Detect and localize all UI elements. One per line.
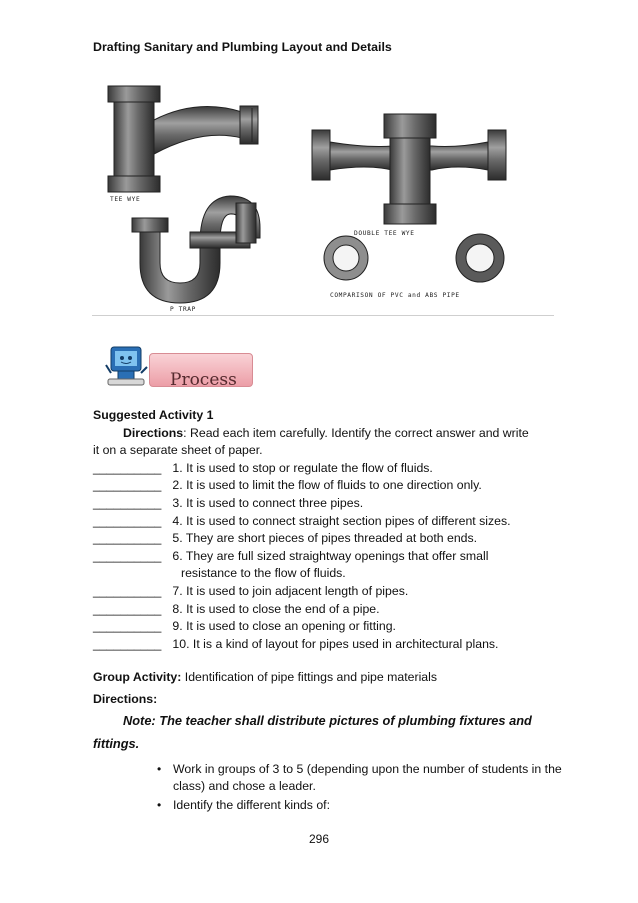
group-instructions	[93, 761, 563, 815]
item-text: 7. It is used to join adjacent length of pipes.	[172, 583, 409, 598]
answer-blank: __________	[93, 513, 162, 528]
answer-blank: __________	[93, 548, 162, 563]
list-item	[93, 513, 563, 531]
item-text: 6. They are full sized straightway openings that offer small	[172, 548, 489, 563]
activity-content	[93, 407, 563, 815]
tee-wye-label: TEE WYE	[110, 196, 141, 203]
answer-blank: __________	[93, 460, 162, 475]
group-activity-label: Group Activity:	[93, 670, 182, 685]
pvc-abs-pipe-comparison	[324, 234, 504, 282]
list-item	[93, 583, 563, 601]
answer-blank: __________	[93, 619, 162, 634]
directions-text-cont: it on a separate sheet of paper.	[93, 443, 263, 458]
list-item	[93, 495, 563, 513]
process-banner	[104, 343, 254, 389]
answer-blank: __________	[93, 583, 162, 598]
item-text: 3. It is used to connect three pipes.	[172, 495, 364, 510]
directions-line	[93, 425, 563, 443]
group-activity-line	[93, 669, 563, 687]
group-activity-text: Identification of pipe fittings and pipe materials	[181, 670, 438, 685]
instruction-item: • Identify the different kinds of:	[173, 797, 563, 815]
item-text: 5. They are short pieces of pipes threaded at both ends.	[172, 531, 478, 546]
list-item	[93, 601, 563, 619]
item-text: 8. It is used to close the end of a pipe.	[172, 601, 380, 616]
p-trap-fitting	[132, 196, 260, 303]
item-text: 10. It is a kind of layout for pipes used in architectural plans.	[172, 636, 499, 651]
instruction-item: • Work in groups of 3 to 5 (depending upon the number of students in the class) and chose a leader.	[173, 761, 563, 796]
teacher-note-cont: fittings.	[93, 735, 140, 751]
page-number: 296	[308, 832, 330, 846]
directions-text: : Read each item carefully. Identify the correct answer and write	[183, 425, 529, 440]
answer-blank: __________	[93, 531, 162, 546]
figure-divider	[92, 315, 554, 316]
list-item	[93, 530, 563, 548]
process-label-box	[149, 353, 253, 387]
list-item	[93, 460, 563, 478]
item-text-cont: resistance to the flow of fluids.	[181, 566, 346, 581]
item-text: 2. It is used to limit the flow of fluids to one direction only.	[172, 478, 482, 493]
answer-blank: __________	[93, 495, 162, 510]
computer-mascot-icon	[104, 343, 150, 389]
answer-blank: __________	[93, 601, 162, 616]
double-tee-wye-fitting	[312, 114, 506, 224]
answer-blank: __________	[93, 636, 162, 651]
activity-title: Suggested Activity 1	[93, 408, 214, 422]
pipe-comparison-label: COMPARISON OF PVC and ABS PIPE	[330, 292, 460, 299]
list-item	[93, 618, 563, 636]
item-text: 1. It is used to stop or regulate the flow of fluids.	[172, 460, 433, 475]
answer-blank: __________	[93, 478, 162, 493]
item-text: 9. It is used to close an opening or fitting.	[172, 619, 396, 634]
item-text: 4. It is used to connect straight section pipes of different sizes.	[172, 513, 511, 528]
directions-label: Directions	[123, 425, 184, 440]
teacher-note: Note: The teacher shall distribute pictures of plumbing fixtures and	[123, 712, 532, 728]
double-tee-wye-label: DOUBLE TEE WYE	[354, 230, 415, 237]
list-item	[93, 548, 563, 566]
list-item	[93, 477, 563, 495]
p-trap-label: P TRAP	[170, 306, 196, 313]
list-item	[93, 636, 563, 654]
pipe-fittings-illustration	[92, 68, 554, 318]
tee-wye-fitting	[108, 86, 258, 192]
group-directions-label: Directions:	[93, 691, 158, 706]
process-label: Process	[170, 370, 237, 387]
page-header: Drafting Sanitary and Plumbing Layout and Details	[93, 40, 392, 54]
